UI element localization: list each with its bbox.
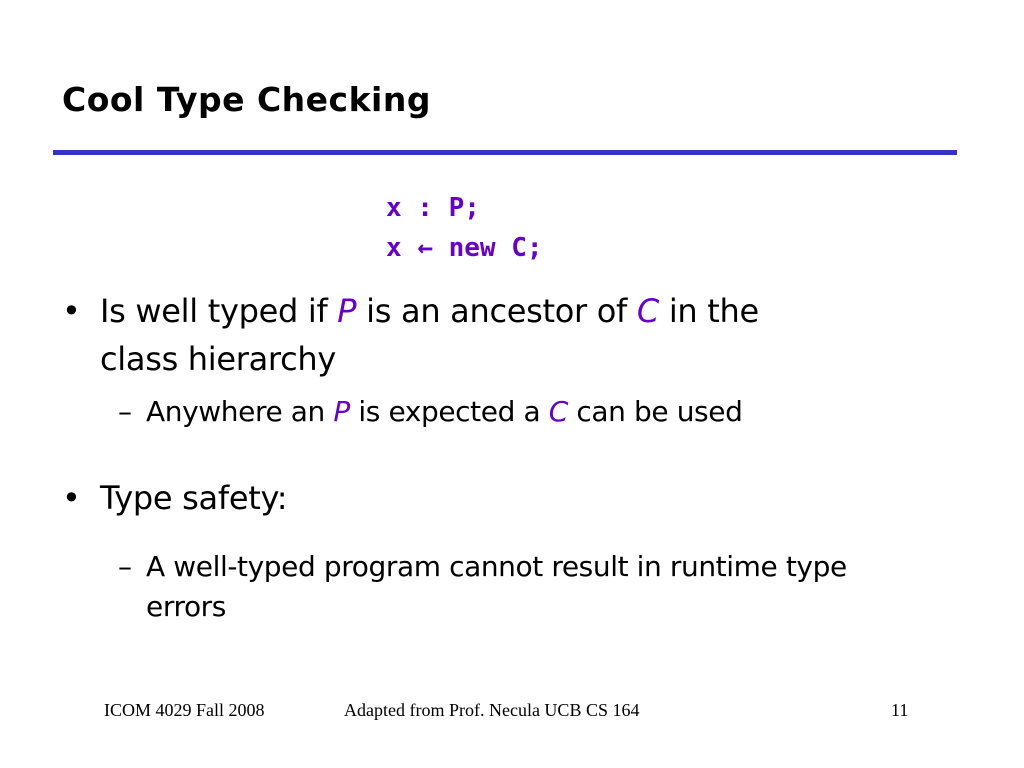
bullet-1-line-2: class hierarchy xyxy=(100,340,337,378)
title-divider xyxy=(53,150,957,155)
code-line-declaration: x : P; xyxy=(386,193,480,223)
sub-bullet-marker: – xyxy=(118,395,132,428)
bullet-text: in the xyxy=(668,292,759,330)
bullet-text: can be used xyxy=(576,395,743,428)
bullet-marker: • xyxy=(62,479,81,517)
bullet-marker: • xyxy=(62,292,81,330)
sub-bullet-1 xyxy=(146,395,742,428)
class-p-highlight: P xyxy=(337,292,357,330)
class-c-highlight: C xyxy=(548,395,568,428)
slide-title: Cool Type Checking xyxy=(62,80,431,119)
code-new-expression: new C; xyxy=(448,233,543,263)
sub-bullet-marker: – xyxy=(118,550,132,583)
class-c-highlight: C xyxy=(636,292,659,330)
bullet-text: Anywhere an xyxy=(146,395,325,428)
class-p-highlight: P xyxy=(333,395,350,428)
bullet-1-line-1 xyxy=(100,292,759,330)
bullet-2-line-1: Type safety: xyxy=(100,479,288,517)
bullet-text: is an ancestor of xyxy=(366,292,628,330)
footer-course: ICOM 4029 Fall 2008 xyxy=(104,700,265,720)
code-line-assignment xyxy=(386,233,543,263)
sub-bullet-2-line-2: errors xyxy=(146,590,226,623)
assign-arrow-icon: ← xyxy=(417,233,433,263)
sub-bullet-2-line-1: A well-typed program cannot result in runtime type xyxy=(146,550,847,583)
bullet-text: is expected a xyxy=(358,395,541,428)
footer-page-number: 11 xyxy=(891,700,909,720)
bullet-text: Is well typed if xyxy=(100,292,328,330)
footer-credit: Adapted from Prof. Necula UCB CS 164 xyxy=(344,700,640,720)
code-variable: x xyxy=(386,233,402,263)
